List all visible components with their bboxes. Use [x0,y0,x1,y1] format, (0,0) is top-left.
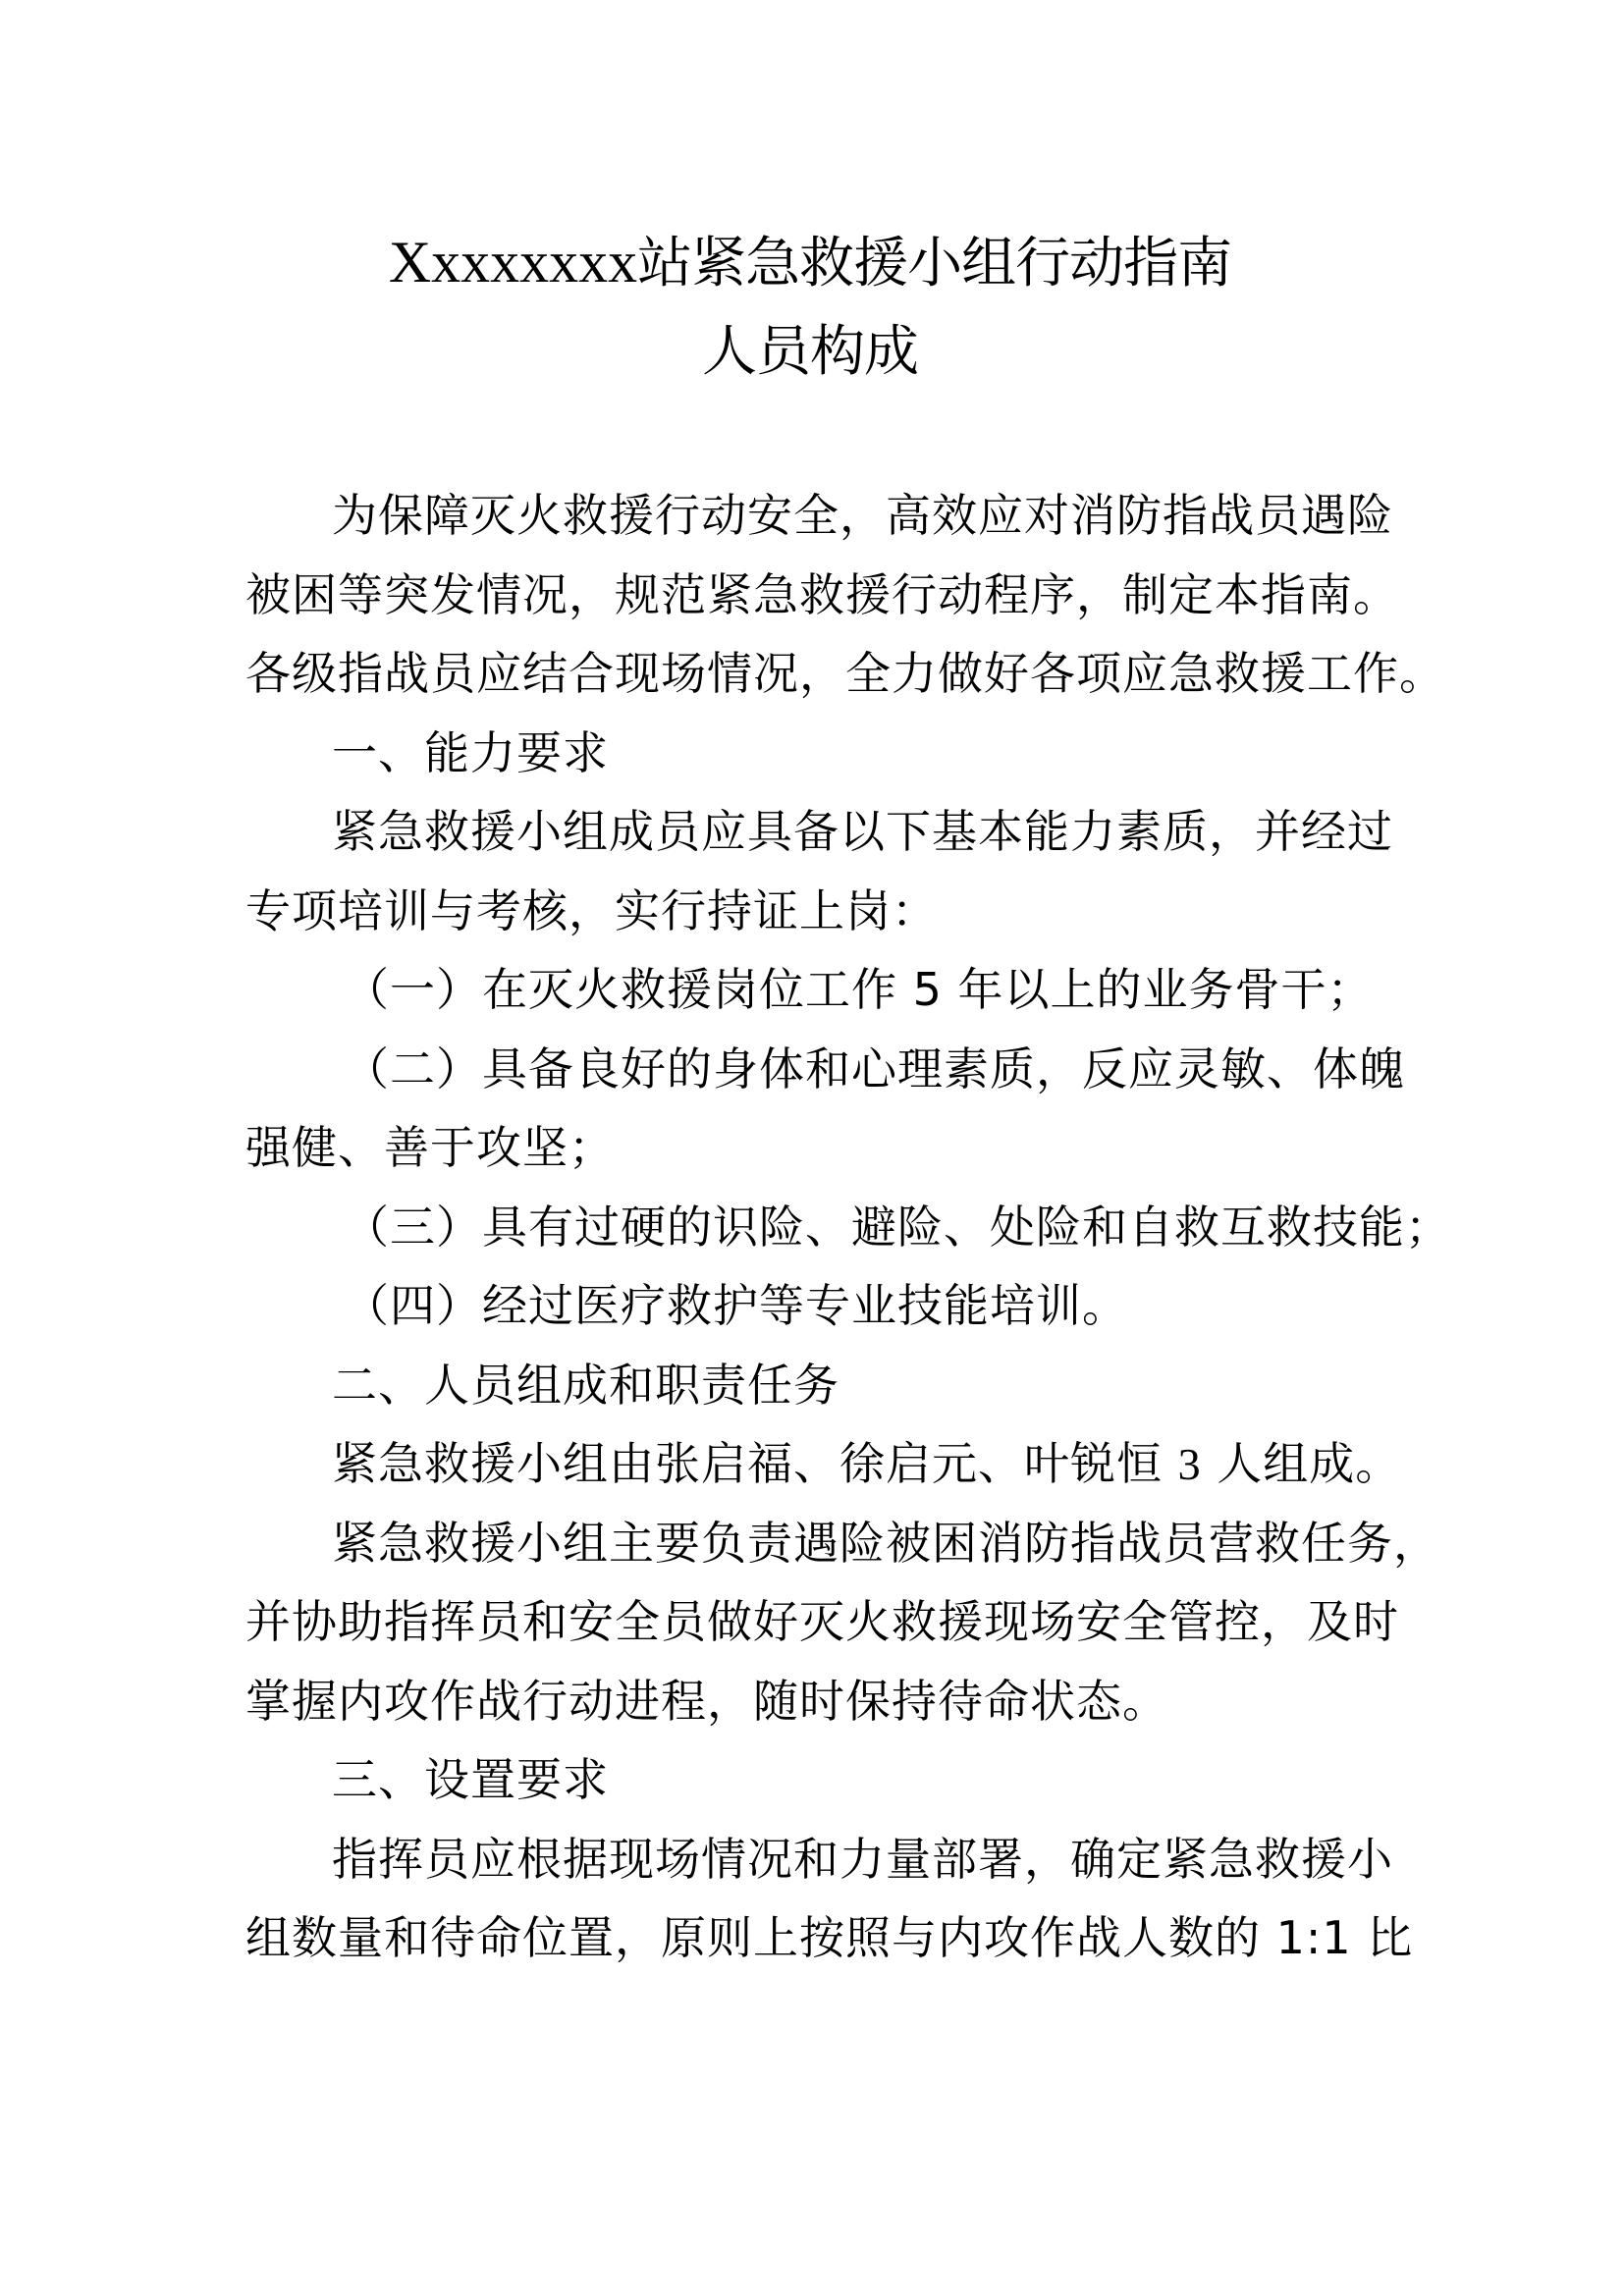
document-title [245,218,1375,397]
members-suffix: 人组成。 [1217,1437,1402,1490]
section-heading-personnel: 二、人员组成和职责任务 [332,1358,839,1412]
duty-line: 并协助指挥员和安全员做好灭火救援现场安全管控，及时 [245,1595,1399,1648]
requirement-item-4: （四）经过医疗救护等专业技能培训。 [344,1279,1128,1332]
duty-line: 掌握内攻作战行动进程，随时保持待命状态。 [245,1674,1168,1728]
station-name-placeholder: Xxxxxxxx [388,230,638,294]
intro-line: 各级指战员应结合现场情况，全力做好各项应急救援工作。 [245,647,1445,700]
requirement-item-1: （一）在灭火救援岗位工作 5 年以上的业务骨干； [344,963,1374,1016]
duty-line: 紧急救援小组主要负责遇险被困消防指战员营救任务， [332,1516,1439,1570]
requirement-item-2: （二）具备良好的身体和心理素质，反应灵敏、体魄 [344,1041,1405,1095]
requirement-item-2-cont: 强健、善于攻坚； [245,1121,615,1174]
intro-line: 为保障灭火救援行动安全，高效应对消防指战员遇险 [332,489,1393,542]
members-line [245,1424,1402,1504]
members-count: 3 [1177,1439,1202,1489]
requirement-item-3: （三）具有过硬的识险、避险、处险和自救互救技能； [344,1200,1451,1254]
section1-paragraph-line: 专项培训与考核，实行持证上岗： [245,883,938,937]
intro-line: 被困等突发情况，规范紧急救援行动程序，制定本指南。 [245,567,1399,621]
members-names: 紧急救援小组由张启福、徐启元、叶锐恒 [332,1437,1163,1490]
document-body [245,476,1451,1978]
section3-paragraph-line: 指挥员应根据现场情况和力量部署，确定紧急救援小 [332,1832,1393,1886]
section-heading-setup: 三、设置要求 [332,1753,609,1806]
section1-paragraph-line: 紧急救援小组成员应具备以下基本能力素质，并经过 [332,805,1393,858]
section-heading-ability: 一、能力要求 [332,725,609,779]
title-line-1 [245,218,1375,308]
title-line-2: 人员构成 [702,320,918,384]
title-main-text: 站紧急救援小组行动指南 [637,232,1232,295]
section3-paragraph-line: 组数量和待命位置，原则上按照与内攻作战人数的 1:1 比 [245,1911,1414,1964]
